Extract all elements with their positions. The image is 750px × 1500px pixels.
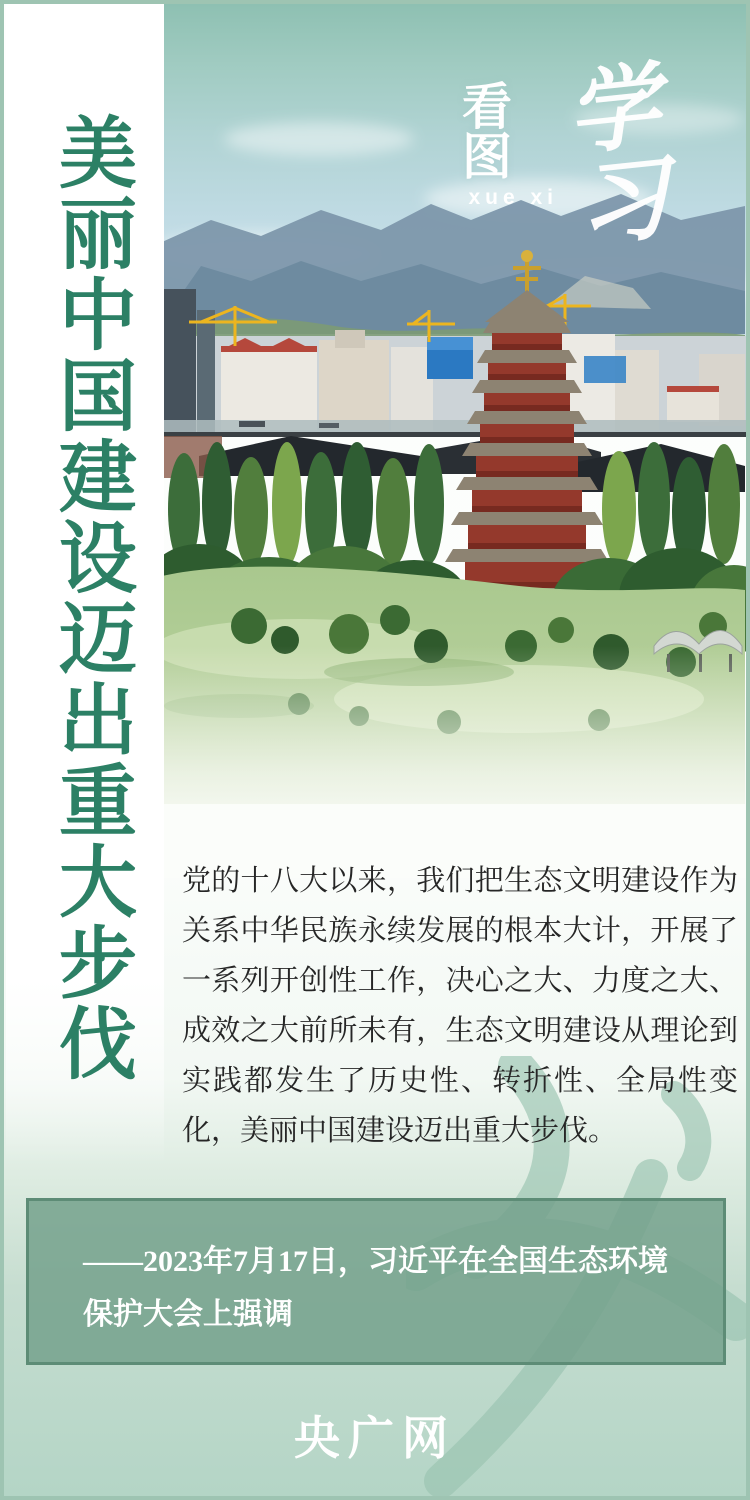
poster-title: 美丽中国建设迈出重大步伐 [48, 112, 135, 1084]
golf-course [162, 567, 747, 878]
brand-logo [462, 55, 747, 258]
brand-kantu-text: 看图 [462, 79, 516, 185]
landscape-photo [162, 4, 747, 878]
title-strip [6, 4, 164, 1164]
brand-left-block [462, 79, 564, 210]
brand-pinyin-text: xue xi [468, 186, 558, 209]
cnr-logo: 央广网 [294, 1412, 456, 1464]
attribution-text: ——2023年7月17日，习近平在全国生态环境保护大会上强调 [83, 1245, 668, 1331]
brand-calligraphy-text: 学习 [562, 55, 675, 258]
quote-text: 党的十八大以来，我们把生态文明建设作为关系中华民族永续发展的根本大计，开展了一系列开创性工作，决心之大、力度之大、成效之大前所未有，生态文明建设从理论到实践都发生了历史性、转折性、全局性变化，美丽中国建设迈出重大步伐。 [182, 865, 738, 1147]
attribution-box [26, 1198, 726, 1365]
